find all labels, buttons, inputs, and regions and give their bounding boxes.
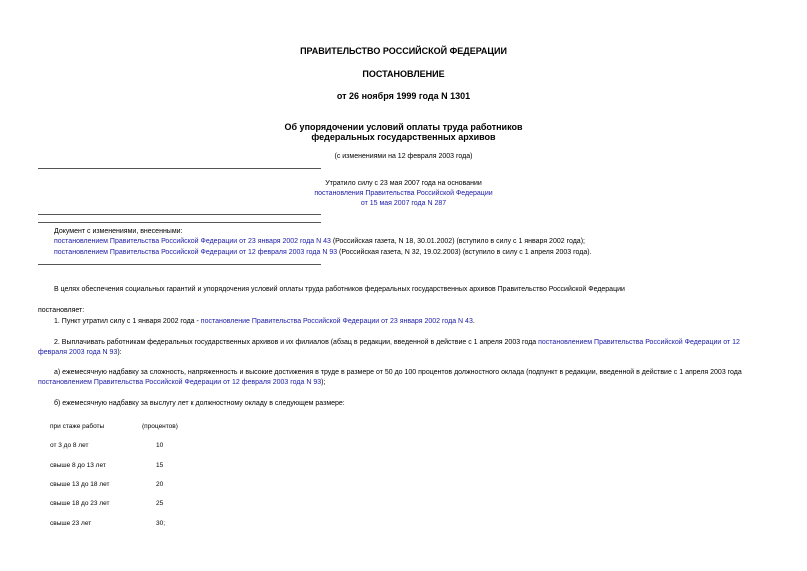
divider (38, 214, 321, 215)
table-row-label: свыше 13 до 18 лет (50, 481, 110, 488)
doc-title-line1: Об упорядочении условий оплаты труда работников (284, 122, 523, 132)
divider (38, 222, 321, 223)
change-text: (Российская газета, N 18, 30.01.2002) (вступило в силу с 1 января 2002 года); (330, 238, 585, 245)
pa-end: ); (321, 379, 326, 386)
p2-link-a[interactable]: постановлением Правительства Российской Федерации от 12 (538, 339, 740, 346)
resolves: постановляет: (38, 307, 85, 314)
table-header-value: (процентов) (142, 423, 178, 430)
table-row-label: свыше 23 лет (50, 520, 92, 527)
p2-link-b[interactable]: февраля 2003 года N 93 (38, 349, 118, 356)
expired-link-line1[interactable]: постановления Правительства Российской Федерации (314, 190, 493, 197)
changes-item (54, 249, 592, 256)
changes-item (54, 238, 585, 245)
table-row-value: 30; (156, 520, 166, 527)
table-row-label: от 3 до 8 лет (50, 442, 89, 449)
expired-link-wrap-2 (0, 200, 807, 207)
paragraph-2 (54, 339, 740, 346)
p1-text: 1. Пункт утратил силу с 1 января 2002 года - (54, 318, 201, 325)
paragraph-a-cont (38, 379, 325, 386)
paragraph-1 (54, 318, 475, 325)
expired-link-wrap (0, 190, 807, 197)
paragraph-2-cont (38, 349, 122, 356)
table-row-value: 20 (156, 481, 164, 488)
doc-date-number: от 26 ноября 1999 года N 1301 (336, 91, 471, 101)
preamble: В целях обеспечения социальных гарантий и упорядочения условий оплаты труда работников федеральных государственных архивов Правительство Российской Федерации (54, 286, 625, 293)
expired-note: Утратило силу с 23 мая 2007 года на основании (325, 180, 482, 187)
p2-text: 2. Выплачивать работникам федеральных государственных архивов и их филиалов (абзац в редакции, введенной в действие с 1 апреля 2003 года (54, 339, 539, 346)
change-link-2002[interactable]: постановлением Правительства Российской Федерации от 23 января 2002 года N 43 (54, 238, 331, 245)
change-text: (Российская газета, N 32, 19.02.2003) (вступило в силу с 1 апреля 2003 года). (337, 249, 592, 256)
p1-end: . (472, 318, 475, 325)
doc-type: ПОСТАНОВЛЕНИЕ (362, 69, 445, 79)
divider (38, 168, 321, 169)
change-link-2003[interactable]: постановлением Правительства Российской Федерации от 12 февраля 2003 года N 93 (54, 249, 338, 256)
paragraph-b: б) ежемесячную надбавку за выслугу лет к должностному окладу в следующем размере: (54, 400, 345, 407)
org-name: ПРАВИТЕЛЬСТВО РОССИЙСКОЙ ФЕДЕРАЦИИ (300, 46, 507, 56)
table-header-label: при стаже работы (50, 423, 105, 430)
table-row-value: 10 (156, 442, 164, 449)
p2-end: ): (117, 349, 122, 356)
table-row-value: 15 (156, 462, 164, 469)
pa-link[interactable]: постановлением Правительства Российской Федерации от 12 февраля 2003 года N 93 (38, 379, 322, 386)
table-row-label: свыше 8 до 13 лет (50, 462, 106, 469)
table-row-value: 25 (156, 500, 164, 507)
revision-note: (с изменениями на 12 февраля 2003 года) (334, 153, 473, 160)
paragraph-a: а) ежемесячную надбавку за сложность, напряженность и высокие достижения в труде в размере от 50 до 100 процентов должностного оклада (подпункт в редакции, введенной в действие с 1 апреля 2003 года (54, 369, 742, 376)
expired-link-line2[interactable]: от 15 мая 2007 года N 287 (360, 200, 447, 207)
doc-title-line2: федеральных государственных архивов (311, 132, 496, 142)
changes-intro: Документ с изменениями, внесенными: (54, 228, 183, 235)
table-row-label: свыше 18 до 23 лет (50, 500, 110, 507)
p1-link[interactable]: постановление Правительства Российской Федерации от 23 января 2002 года N 43 (200, 318, 473, 325)
divider (38, 264, 321, 265)
